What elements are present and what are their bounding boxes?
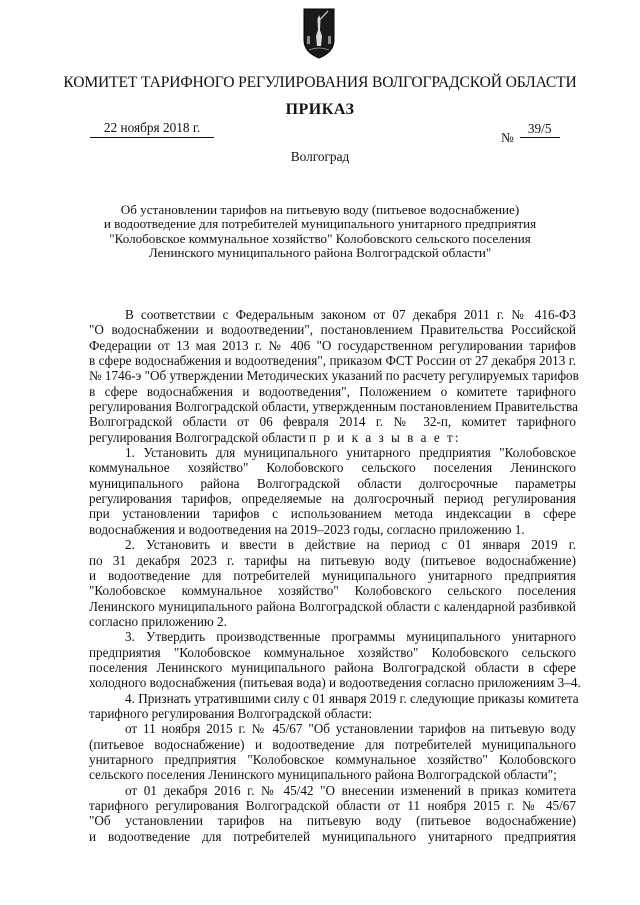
prikazyvaet-word: п р и к а з ы в а е т: <box>309 429 461 445</box>
title-line: Ленинского муниципального района Волгоградской области" <box>148 245 492 261</box>
number-sign: № <box>501 130 514 145</box>
body-line: унитарного предприятия "Колобовское коммунальное хозяйство" Колобовского <box>89 751 576 767</box>
body-line: в сфере водоснабжения и водоотведения", Положением о комитете тарифного <box>89 383 576 399</box>
body-line: 1. Установить для муниципального унитарного предприятия "Колобовское <box>125 445 576 461</box>
body-line: предприятия "Колобовское коммунальное хозяйство" Колобовского сельского <box>89 644 576 660</box>
volgograd-emblem-icon <box>301 6 337 60</box>
body-line: коммунальное хозяйство" Колобовского сельского поселения Ленинского <box>89 460 576 476</box>
title-line: "Колобовское коммунальное хозяйство" Колобовского сельского поселения <box>109 230 531 246</box>
body-line: тарифного регулирования Волгоградской области от 11 ноября 2015 г. № 45/67 <box>89 798 576 813</box>
document-title <box>70 203 570 261</box>
body-line: 3. Утвердить производственные программы муниципального унитарного <box>125 629 576 645</box>
document-body <box>89 307 581 844</box>
document-number <box>501 121 560 145</box>
body-line: Ленинского муниципального района Волгоградской области с календарной разбивкой <box>89 598 576 614</box>
body-line: сельского поселения Ленинского муниципального района Волгоградской области"; <box>89 767 557 783</box>
body-line: тарифного регулирования Волгоградской области: <box>89 705 372 721</box>
body-line: при установлении тарифов с использованием метода индексации в сфере <box>89 506 576 522</box>
body-line: от 11 ноября 2015 г. № 45/67 "Об установлении тарифов на питьевую воду <box>125 721 576 737</box>
body-line: в сфере водоснабжения и водоотведения", приказом ФСТ России от 27 декабря 2013 г. <box>89 353 576 369</box>
body-line: водоснабжения и водоотведения на 2019–2023 годы, согласно приложению 1. <box>89 521 525 537</box>
body-line <box>89 430 576 445</box>
body-line: Федерации от 13 мая 2013 г. № 406 "О государственном регулировании тарифов <box>89 337 576 353</box>
city-name: Волгоград <box>290 149 350 164</box>
document-type: ПРИКАЗ <box>285 101 355 118</box>
body-line: согласно приложению 2. <box>89 613 227 629</box>
document-date: 22 ноября 2018 г. <box>90 120 214 138</box>
body-line: и водоотведение для потребителей муниципального унитарного предприятия <box>89 567 576 583</box>
body-line: от 01 декабря 2016 г. № 45/42 "О внесении изменений в приказ комитета <box>125 782 576 798</box>
body-line: и водоотведение для потребителей муниципального унитарного предприятия <box>89 828 576 844</box>
body-line: (питьевое водоснабжение) и водоотведение для потребителей муниципального <box>89 736 576 752</box>
body-line: 4. Признать утратившими силу с 01 января 2019 г. следующие приказы комитета <box>125 690 579 706</box>
body-line: Волгоградской области от 06 февраля 2014 г. № 32-п, комитет тарифного <box>89 414 576 430</box>
body-line: регулирования Волгоградской области, утвержденным постановлением Правительства <box>89 399 578 415</box>
body-line: В соответствии с Федеральным законом от 07 декабря 2011 г. № 416-ФЗ <box>125 307 576 322</box>
title-line: Об установлении тарифов на питьевую воду (питьевое водоснабжение) <box>120 202 520 217</box>
body-line: 2. Установить и ввести в действие на период с 01 января 2019 г. <box>125 537 576 553</box>
body-line: "Об установлении тарифов на питьевую воду (питьевое водоснабжение) <box>89 813 576 829</box>
body-line: регулирования тарифов, определяемые на долгосрочный период регулирования <box>89 491 576 507</box>
body-line-text: регулирования Волгоградской области <box>89 429 306 445</box>
body-line: муниципального района Волгоградской области долгосрочные параметры <box>89 475 576 491</box>
body-line: "О водоснабжении и водоотведении", постановлением Правительства Российской <box>89 322 576 338</box>
body-line: № 1746-э "Об утверждении Методических указаний по расчету регулируемых тарифов <box>89 368 579 384</box>
number-value: 39/5 <box>520 121 560 138</box>
title-line: и водоотведение для потребителей муниципального унитарного предприятия <box>103 216 537 232</box>
body-line: холодного водоснабжения (питьевая вода) и водоотведения согласно приложениям 3–4. <box>89 675 581 691</box>
body-line: по 31 декабря 2023 г. тарифы на питьевую воду (питьевое водоснабжение) <box>89 552 576 568</box>
body-line: поселения Ленинского муниципального района Волгоградской области в сфере <box>89 659 576 675</box>
committee-name: КОМИТЕТ ТАРИФНОГО РЕГУЛИРОВАНИЯ ВОЛГОГРАДСКОЙ ОБЛАСТИ <box>63 74 577 91</box>
body-line: "Колобовское коммунальное хозяйство" Колобовского сельского поселения <box>89 583 576 599</box>
